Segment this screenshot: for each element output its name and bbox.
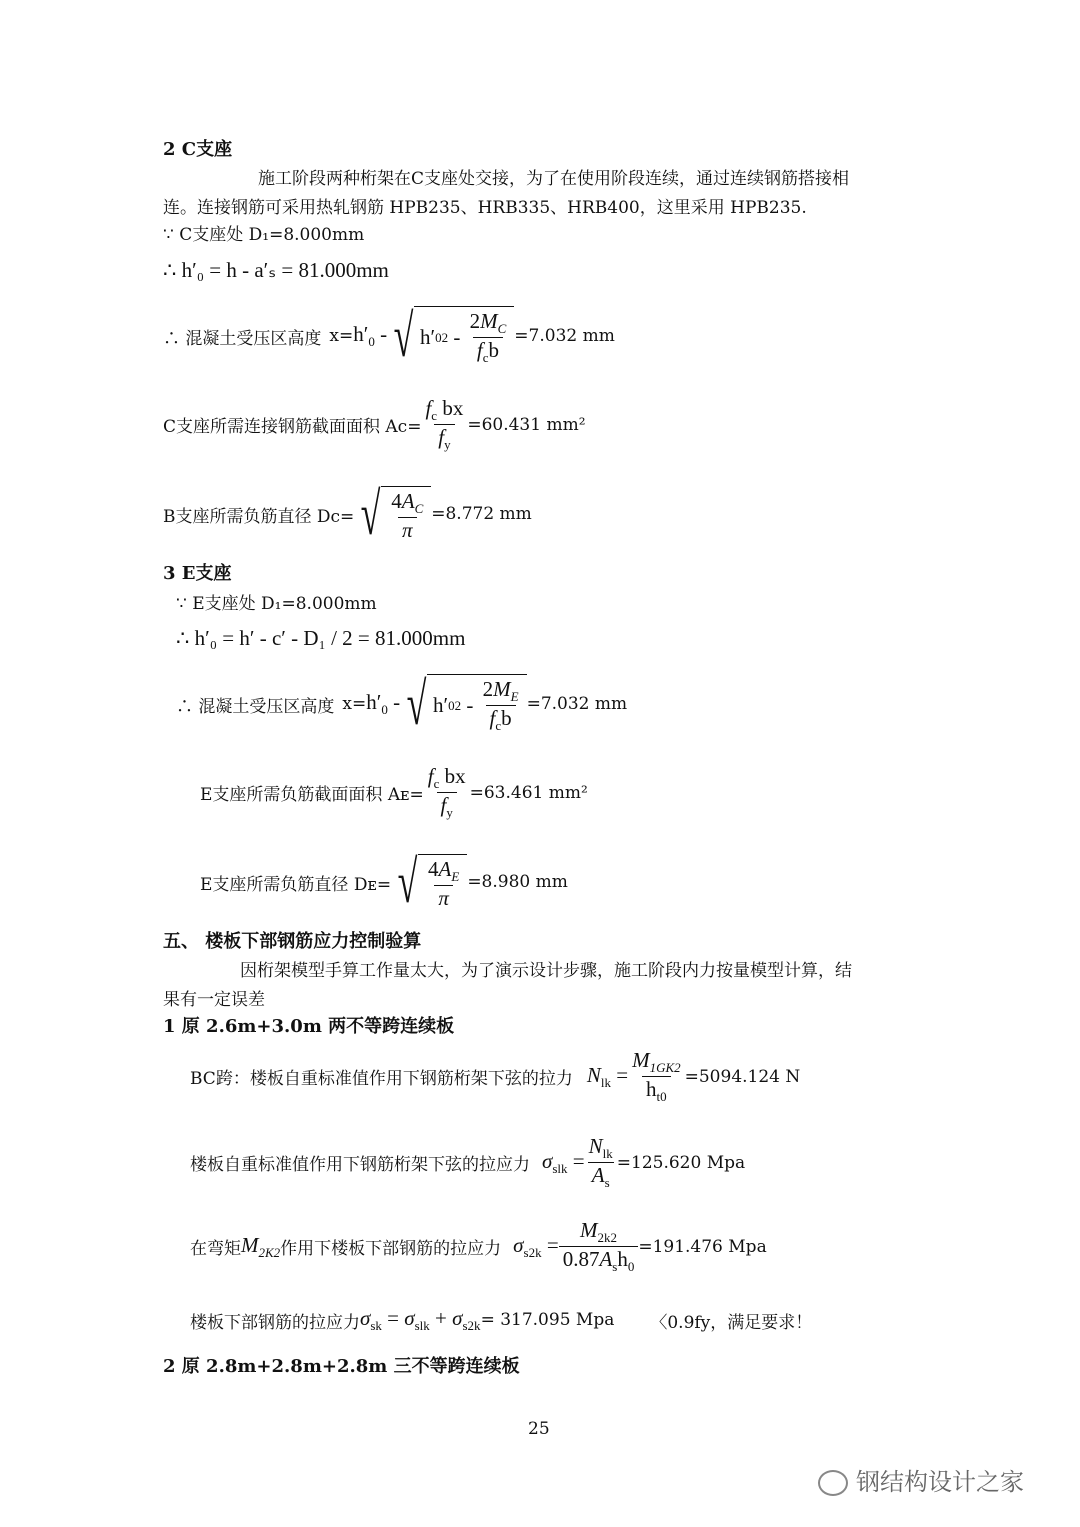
page-number: 25 [528,1419,550,1439]
subsection-heading-2: 2 原 2.8m+2.8m+2.8m 三不等跨连续板 [163,1356,520,1377]
ae-formula-row: E支座所需负筋截面面积 Aᴇ= $\frac{f_c bx}{f_y}$ =63.461 mm² [200,764,588,820]
watermark-text: 钢结构设计之家 [856,1468,1024,1496]
s2k-label-a: 在弯矩 [190,1239,241,1259]
de-result: =8.980 mm [467,872,568,892]
dc-formula-row: B支座所需负筋直径 Dc= √ $\frac{4A_C}{\pi}$ =8.772 mm [163,481,532,547]
de-label: E支座所需负筋直径 Dᴇ= [200,874,392,895]
bc-result: =5094.124 N [684,1066,801,1087]
x-result: =7.032 mm [514,326,615,346]
de-formula-row: E支座所需负筋直径 Dᴇ= √ $\frac{4A_E}{\pi}$ =8.980 mm [200,849,568,915]
section-heading-five: 五、 楼板下部钢筋应力控制验算 [163,931,422,952]
dc-result: =8.772 mm [431,504,532,524]
x-result: =7.032 mm [526,694,628,714]
paragraph-line: 连。连接钢筋可采用热轧钢筋 HPB235、HRB335、HRB400，这里采用 HPB235. [163,198,807,218]
sk-note: 〈0.9fy，满足要求！ [650,1312,813,1333]
paragraph-line: 施工阶段两种桁架在C支座处交接，为了在使用阶段连续，通过连续钢筋搭接相 [258,169,850,189]
wechat-icon [818,1470,848,1496]
paragraph-line: 果有一定误差 [163,990,265,1010]
sk-formula-row: 楼板下部钢筋的拉应力 $\sigma_{sk} = \sigma_{slk} + \sigma_{s2k}$ = 317.095 Mpa 〈0.9fy，满足要求！ [190,1306,813,1333]
ac-label: C支座所需连接钢筋截面面积 Ac= [163,417,422,437]
bc-label: BC跨：楼板自重标准值作用下钢筋桁架下弦的拉力 [190,1069,573,1089]
slk-result: =125.620 Mpa [616,1152,746,1173]
slk-label: 楼板自重标准值作用下钢筋桁架下弦的拉应力 [190,1155,530,1175]
x-label: ∴ 混凝土受压区高度 [163,328,322,349]
s2k-result: =191.476 Mpa [638,1236,767,1257]
subsection-heading-1: 1 原 2.6m+3.0m 两不等跨连续板 [163,1016,455,1037]
ae-label: E支座所需负筋截面面积 Aᴇ= [200,785,424,805]
h0-equation: ∴ h′₀ = h - a′ₛ = 81.000mm [163,258,389,282]
s2k-formula-row: 在弯矩 $M_{2K2}$ 作用下楼板下部钢筋的拉应力 $\sigma_{s2k}$ = $\frac{M_{2k2}}{0.87A_sh_0}$ =191.476 Mpa [190,1218,767,1274]
x-formula-row: ∴ 混凝土受压区高度 x= $h'_0$ - √ h′ 0 2 - $\frac{2M_C}{f_cb}$ =7.032 mm [163,303,615,369]
x-formula-row: ∴ 混凝土受压区高度 x= $h'_0$ - √ h′ 0 2 - $\frac{2M_E}{f_cb}$ =7.032 mm [176,671,628,737]
ac-result: =60.431 mm² [467,414,586,435]
sk-result: = 317.095 Mpa [480,1310,615,1330]
sqrt-expression: √ h′ 0 2 - $\frac{2M_C}{f_cb}$ [387,306,514,366]
slk-formula-row: 楼板自重标准值作用下钢筋桁架下弦的拉应力 $\sigma_{slk}$ = $\frac{N_{lk}}{A_s}$ =125.620 Mpa [190,1134,746,1190]
because-line: ∵ C支座处 D₁=8.000mm [163,225,365,245]
bc-formula-row: BC跨：楼板自重标准值作用下钢筋桁架下弦的拉力 $N_{lk}$ = $\frac{M_{1GK2}}{h_{t0}}$ =5094.124 N [190,1048,801,1104]
section-heading-e-support: 3 E支座 [163,563,232,584]
paragraph-line: 因桁架模型手算工作量太大，为了演示设计步骤，施工阶段内力按量模型计算，结 [240,961,852,981]
dc-label: B支座所需负筋直径 Dc= [163,506,355,527]
sk-label: 楼板下部钢筋的拉应力 [190,1312,360,1333]
x-label: ∴ 混凝土受压区高度 [176,696,335,717]
h0-equation: ∴ h′₀ = h′ - c′ - D₁ / 2 = 81.000mm [176,626,466,650]
s2k-label-b: 作用下楼板下部钢筋的拉应力 [280,1239,502,1259]
section-heading-c-support: 2 C支座 [163,139,233,160]
ac-formula-row: C支座所需连接钢筋截面面积 Ac= $\frac{f_c bx}{f_y}$ =60.431 mm² [163,396,586,452]
because-line: ∵ E支座处 D₁=8.000mm [176,594,377,614]
ae-result: =63.461 mm² [469,782,588,803]
watermark [818,1462,1024,1497]
